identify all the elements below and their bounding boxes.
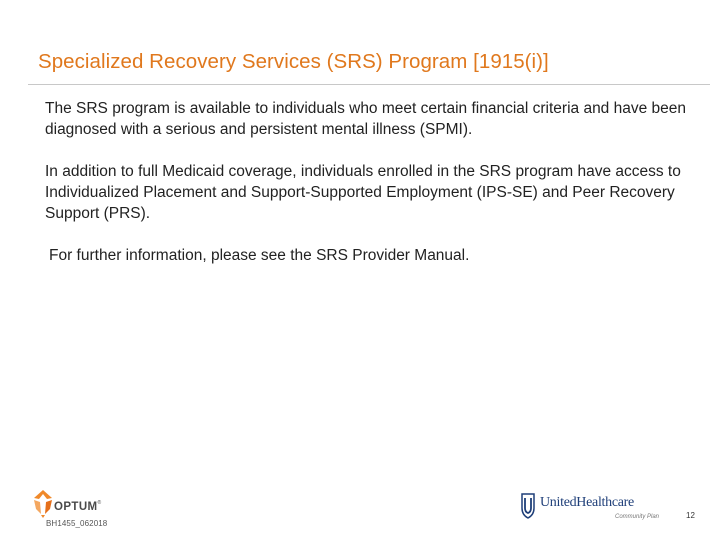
title-divider [28, 84, 710, 85]
uhc-shield-icon [520, 492, 536, 520]
document-code: BH1455_062018 [46, 519, 108, 528]
page-number: 12 [686, 511, 695, 520]
uhc-wordmark: UnitedHealthcare [540, 495, 634, 510]
optum-wordmark: OPTUM® [54, 500, 102, 513]
paragraph-coverage: In addition to full Medicaid coverage, individuals enrolled in the SRS program have access to Individualized Placement and Support-Supported Employment (IPS-SE) and Peer Recovery Support (PRS). [45, 163, 681, 222]
slide-body [45, 98, 695, 266]
paragraph-further-info: For further information, please see the SRS Provider Manual. [49, 247, 470, 264]
slide-title: Specialized Recovery Services (SRS) Program [1915(i)] [38, 50, 549, 73]
uhc-subtext: Community Plan [615, 514, 660, 520]
optum-mark-icon [32, 489, 54, 519]
paragraph-eligibility: The SRS program is available to individuals who meet certain financial criteria and have been diagnosed with a serious and persistent mental illness (SPMI). [45, 100, 687, 138]
unitedhealthcare-logo [520, 490, 660, 526]
